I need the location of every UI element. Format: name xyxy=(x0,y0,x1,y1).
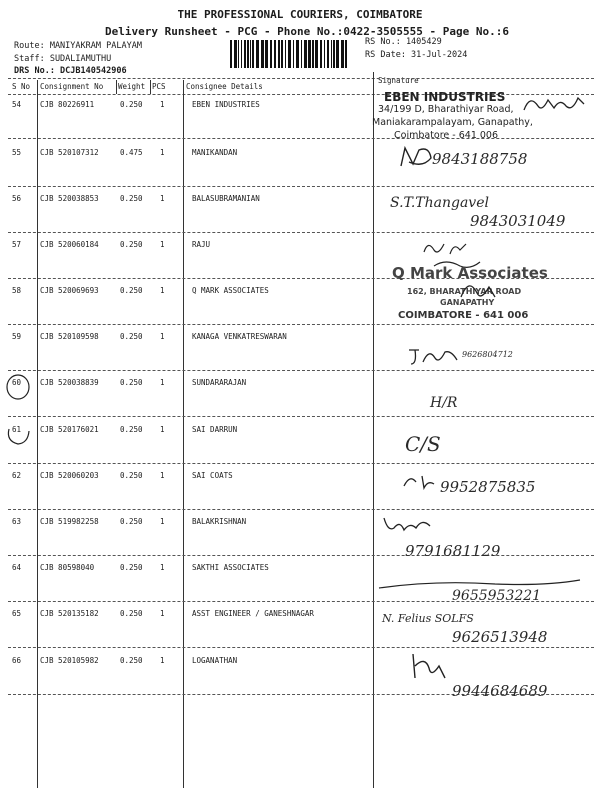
cell-weight: 0.250 xyxy=(120,100,143,109)
row-separator xyxy=(8,232,594,233)
cell-weight: 0.250 xyxy=(120,286,143,295)
cell-consignment: CJB 520060203 xyxy=(40,471,99,480)
row-separator xyxy=(8,647,594,648)
cell-consignment: CJB 520105982 xyxy=(40,656,99,665)
handwritten-phone: 9843031049 xyxy=(470,212,566,230)
company-stamp-address: GANAPATHY xyxy=(440,298,495,307)
runsheet-subtitle: Delivery Runsheet - PCG - Phone No.:0422-3505555 - Page No.:6 xyxy=(105,25,509,38)
cell-pcs: 1 xyxy=(160,609,165,618)
col-header-consignment: Consignment No xyxy=(40,82,104,91)
row-separator xyxy=(8,370,594,371)
company-stamp-address: Coimbatore - 641 006 xyxy=(394,130,499,141)
cell-pcs: 1 xyxy=(160,100,165,109)
cell-consignment: CJB 520038839 xyxy=(40,378,99,387)
handwritten-phone: 9626804712 xyxy=(462,350,513,359)
cell-consignment: CJB 520060184 xyxy=(40,240,99,249)
cell-consignee: SAI COATS xyxy=(192,471,233,480)
header-bottom-rule xyxy=(8,94,594,95)
row-separator xyxy=(8,416,594,417)
col-header-consignee: Consignee Details xyxy=(186,82,263,91)
handwritten-note: C/S xyxy=(405,432,441,456)
col-header-weight: Weight xyxy=(118,82,146,91)
cell-sno: 59 xyxy=(12,332,22,341)
col-header-pcs: PCS xyxy=(152,82,166,91)
cell-consignment: CJB 520069693 xyxy=(40,286,99,295)
cell-consignment: CJB 80226911 xyxy=(40,100,95,109)
cell-consignee: KANAGA VENKATRESWARAN xyxy=(192,332,287,341)
rs-date-label: RS Date: 31-Jul-2024 xyxy=(365,50,468,60)
company-stamp-address: COIMBATORE - 641 006 xyxy=(398,310,529,321)
cell-pcs: 1 xyxy=(160,286,165,295)
handwritten-phone: 9843188758 xyxy=(432,150,528,168)
cell-sno: 54 xyxy=(12,100,22,109)
cell-weight: 0.250 xyxy=(120,425,143,434)
cell-sno: 57 xyxy=(12,240,22,249)
handwritten-signature xyxy=(380,510,440,538)
cell-weight: 0.250 xyxy=(120,517,143,526)
cell-pcs: 1 xyxy=(160,425,165,434)
cell-pcs: 1 xyxy=(160,517,165,526)
cell-sno: 63 xyxy=(12,517,22,526)
col-header-signature: Signature xyxy=(378,76,419,85)
cell-consignee: SUNDARARAJAN xyxy=(192,378,247,387)
rs-no-label: RS No.: 1405429 xyxy=(365,37,442,47)
row-separator xyxy=(8,509,594,510)
row-separator xyxy=(8,186,594,187)
cell-pcs: 1 xyxy=(160,332,165,341)
handwritten-signature xyxy=(405,342,465,370)
cell-pcs: 1 xyxy=(160,194,165,203)
cell-sno: 64 xyxy=(12,563,22,572)
column-divider xyxy=(373,72,374,788)
cell-consignee: BALASUBRAMANIAN xyxy=(192,194,260,203)
cell-consignment: CJB 519982258 xyxy=(40,517,99,526)
cell-consignee: LOGANATHAN xyxy=(192,656,238,665)
cell-consignee: MANIKANDAN xyxy=(192,148,238,157)
handwritten-phone: 9944684689 xyxy=(452,682,548,700)
handwritten-note: N. Felius SOLFS xyxy=(382,612,474,625)
cell-consignment: CJB 80598040 xyxy=(40,563,95,572)
drs-label: DRS No.: DCJB140542906 xyxy=(14,66,127,76)
cell-sno: 55 xyxy=(12,148,22,157)
row-separator xyxy=(8,324,594,325)
cell-weight: 0.250 xyxy=(120,332,143,341)
cell-pcs: 1 xyxy=(160,471,165,480)
handwritten-signature xyxy=(520,90,590,120)
cell-sno: 60 xyxy=(12,378,22,387)
route-label: Route: MANIYAKRAM PALAYAM xyxy=(14,41,142,51)
column-divider xyxy=(116,80,117,94)
cell-pcs: 1 xyxy=(160,148,165,157)
cell-sno: 62 xyxy=(12,471,22,480)
company-stamp-address: 162, BHARATHIYAR ROAD xyxy=(407,287,522,296)
row-separator xyxy=(8,463,594,464)
row-mark-circle xyxy=(4,419,34,449)
column-divider xyxy=(150,80,151,94)
cell-sno: 56 xyxy=(12,194,22,203)
cell-pcs: 1 xyxy=(160,240,165,249)
handwritten-phone: 9626513948 xyxy=(452,628,548,646)
handwritten-note: H/R xyxy=(430,395,458,411)
header-top-rule xyxy=(8,78,594,79)
cell-weight: 0.250 xyxy=(120,656,143,665)
cell-pcs: 1 xyxy=(160,656,165,665)
cell-consignment: CJB 520107312 xyxy=(40,148,99,157)
cell-sno: 61 xyxy=(12,425,22,434)
handwritten-signature xyxy=(455,275,505,305)
staff-label: Staff: SUDALIAMUTHU xyxy=(14,54,112,64)
cell-weight: 0.250 xyxy=(120,609,143,618)
cell-weight: 0.250 xyxy=(120,378,143,387)
cell-consignment: CJB 520176021 xyxy=(40,425,99,434)
col-header-sno: S No xyxy=(12,82,31,91)
cell-weight: 0.250 xyxy=(120,471,143,480)
barcode xyxy=(230,40,350,68)
handwritten-signature xyxy=(405,648,455,688)
cell-sno: 66 xyxy=(12,656,22,665)
company-title: THE PROFESSIONAL COURIERS, COIMBATORE xyxy=(177,8,423,21)
cell-consignment: CJB 520109598 xyxy=(40,332,99,341)
handwritten-phone: 9952875835 xyxy=(440,478,536,496)
row-mark-circle xyxy=(4,372,34,402)
cell-consignee: EBEN INDUSTRIES xyxy=(192,100,260,109)
company-stamp-address: 34/199 D, Bharathiyar Road, xyxy=(378,104,514,115)
handwritten-phone: 9655953221 xyxy=(452,588,542,604)
company-stamp: Q Mark Associates xyxy=(392,264,548,282)
cell-weight: 0.250 xyxy=(120,563,143,572)
row-separator xyxy=(8,555,594,556)
cell-sno: 65 xyxy=(12,609,22,618)
cell-pcs: 1 xyxy=(160,563,165,572)
company-stamp-address: Maniakarampalayam, Ganapathy, xyxy=(372,117,533,128)
cell-weight: 0.250 xyxy=(120,240,143,249)
cell-consignee: Q MARK ASSOCIATES xyxy=(192,286,269,295)
cell-consignment: CJB 520038853 xyxy=(40,194,99,203)
cell-consignee: SAKTHI ASSOCIATES xyxy=(192,563,269,572)
handwritten-signature-text: S.T.Thangavel xyxy=(390,195,489,211)
cell-weight: 0.250 xyxy=(120,194,143,203)
company-stamp: EBEN INDUSTRIES xyxy=(384,90,506,104)
cell-consignee: BALAKRISHNAN xyxy=(192,517,247,526)
cell-pcs: 1 xyxy=(160,378,165,387)
cell-consignee: SAI DARRUN xyxy=(192,425,238,434)
cell-consignment: CJB 520135182 xyxy=(40,609,99,618)
cell-consignee: ASST ENGINEER / GANESHNAGAR xyxy=(192,609,314,618)
cell-consignee: RAJU xyxy=(192,240,211,249)
handwritten-phone: 9791681129 xyxy=(405,542,501,560)
handwritten-signature xyxy=(400,470,440,494)
row-separator xyxy=(8,138,594,139)
cell-sno: 58 xyxy=(12,286,22,295)
cell-weight: 0.475 xyxy=(120,148,143,157)
